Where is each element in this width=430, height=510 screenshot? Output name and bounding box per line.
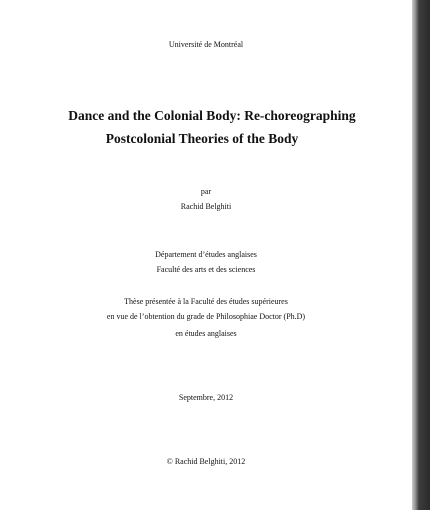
thesis-statement-line-1: Thèse présentée à la Faculté des études supérieures <box>124 297 288 306</box>
copyright-notice: © Rachid Belghiti, 2012 <box>166 457 246 466</box>
by-label: par <box>200 187 212 196</box>
thesis-statement-line-2: en vue de l’obtention du grade de Philosophiae Doctor (Ph.D) <box>106 312 306 321</box>
faculty-name: Faculté des arts et des sciences <box>156 265 256 274</box>
thesis-statement-line-3: en études anglaises <box>175 329 237 338</box>
submission-date: Septembre, 2012 <box>178 393 234 402</box>
university-name: Université de Montréal <box>168 40 244 49</box>
thesis-title-line-2: Postcolonial Theories of the Body <box>105 131 299 146</box>
thesis-title-line-1: Dance and the Colonial Body: Re-choreographing <box>68 108 356 123</box>
author-name: Rachid Belghiti <box>180 202 232 211</box>
page-edge-shadow <box>412 0 430 510</box>
department-name: Département d’études anglaises <box>155 250 257 259</box>
